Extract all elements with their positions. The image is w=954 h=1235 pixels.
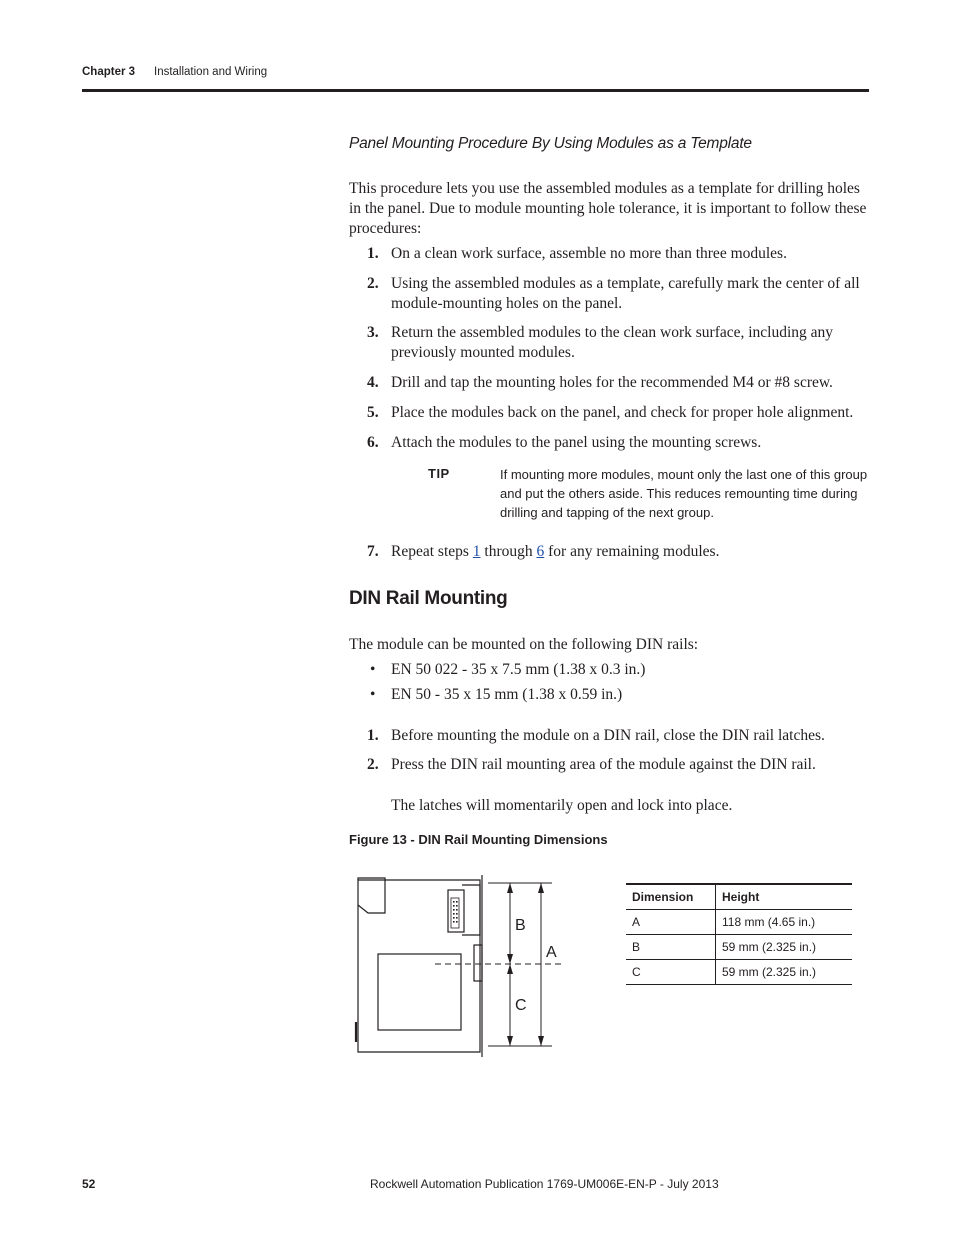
tip-text: If mounting more modules, mount only the last one of this group and put the others aside. This reduces remounting time during drilling and tapping of the next group. bbox=[500, 467, 868, 520]
step-number: 2. bbox=[367, 756, 379, 773]
step-number: 7. bbox=[367, 543, 379, 560]
list-item bbox=[367, 542, 877, 562]
arrow-a-bottom bbox=[538, 1036, 544, 1046]
table-cell: 59 mm (2.325 in.) bbox=[716, 960, 853, 985]
step-text-part: through bbox=[480, 543, 537, 560]
bullet-text: EN 50 022 - 35 x 7.5 mm (1.38 x 0.3 in.) bbox=[391, 661, 646, 678]
arrow-b-top bbox=[507, 883, 513, 893]
list-item bbox=[367, 726, 877, 746]
pin-dots bbox=[453, 901, 458, 923]
header-rule bbox=[82, 89, 869, 92]
step-text: Return the assembled modules to the clean work surface, including any previously mounted modules. bbox=[391, 324, 834, 361]
bullet-item bbox=[370, 685, 622, 705]
subheading: Panel Mounting Procedure By Using Modules as a Template bbox=[349, 135, 752, 152]
bullet-dot-icon: • bbox=[370, 686, 376, 703]
step-text: Place the modules back on the panel, and check for proper hole alignment. bbox=[391, 404, 854, 421]
module-outline bbox=[358, 880, 480, 1052]
intro-paragraph: This procedure lets you use the assembled modules as a template for drilling holes in the panel. Due to module mounting hole tolerance, it is important to follow these procedures: bbox=[349, 180, 867, 237]
section-title: Installation and Wiring bbox=[154, 66, 268, 78]
step-result bbox=[367, 796, 877, 816]
table-row bbox=[626, 935, 852, 960]
label-b: B bbox=[515, 917, 526, 934]
step-6-link[interactable]: 6 bbox=[536, 543, 545, 560]
table-cell: 59 mm (2.325 in.) bbox=[716, 935, 853, 960]
din-latch bbox=[474, 945, 482, 981]
page-number: 52 bbox=[82, 1177, 96, 1191]
chapter-label: Chapter 3 bbox=[82, 66, 136, 78]
bullet-text: EN 50 - 35 x 15 mm (1.38 x 0.59 in.) bbox=[391, 686, 623, 703]
step-number: 1. bbox=[367, 727, 379, 744]
table-cell: B bbox=[626, 935, 716, 960]
list-item bbox=[367, 373, 877, 393]
step-text bbox=[391, 542, 877, 562]
label-a: A bbox=[546, 944, 557, 961]
din-intro: The module can be mounted on the following DIN rails: bbox=[349, 636, 699, 653]
column-header: Dimension bbox=[626, 884, 716, 910]
step-number: 2. bbox=[367, 275, 379, 292]
arrow-a-top bbox=[538, 883, 544, 893]
list-item bbox=[367, 433, 877, 453]
table-header-row bbox=[626, 884, 852, 910]
step-text: Before mounting the module on a DIN rail, close the DIN rail latches. bbox=[391, 727, 825, 744]
step-text-part: for any remaining modules. bbox=[544, 543, 720, 560]
page-header bbox=[82, 66, 268, 78]
step-number: 5. bbox=[367, 404, 379, 421]
step-number: 1. bbox=[367, 245, 379, 262]
table-cell: 118 mm (4.65 in.) bbox=[716, 910, 853, 935]
din-rail-diagram bbox=[350, 870, 570, 1060]
column-header: Height bbox=[716, 884, 853, 910]
list-item bbox=[367, 274, 877, 314]
label-c: C bbox=[515, 997, 527, 1014]
step-text: Attach the modules to the panel using the mounting screws. bbox=[391, 434, 762, 451]
figure-caption: Figure 13 - DIN Rail Mounting Dimensions bbox=[349, 832, 608, 847]
step-text-part: Repeat steps bbox=[391, 543, 473, 560]
tip-label: TIP bbox=[428, 466, 450, 481]
publication-info: Rockwell Automation Publication 1769-UM006E-EN-P - July 2013 bbox=[370, 1177, 719, 1191]
table-row bbox=[626, 910, 852, 935]
label-area bbox=[378, 954, 461, 1030]
list-item bbox=[367, 323, 877, 363]
list-item bbox=[367, 403, 877, 423]
arrow-c-top bbox=[507, 964, 513, 974]
module-notch bbox=[358, 878, 385, 913]
bullet-item bbox=[370, 660, 645, 680]
step-number: 6. bbox=[367, 434, 379, 451]
step-number: 4. bbox=[367, 374, 379, 391]
table-cell: A bbox=[626, 910, 716, 935]
step-text: Drill and tap the mounting holes for the recommended M4 or #8 screw. bbox=[391, 374, 833, 391]
arrow-c-bottom bbox=[507, 1036, 513, 1046]
step-text: On a clean work surface, assemble no more than three modules. bbox=[391, 245, 787, 262]
connector-pins bbox=[451, 898, 459, 928]
connector-block bbox=[448, 890, 464, 932]
list-item bbox=[367, 755, 877, 775]
result-text: The latches will momentarily open and lock into place. bbox=[391, 797, 733, 814]
front-panel bbox=[462, 885, 480, 935]
bullet-dot-icon: • bbox=[370, 661, 376, 678]
section-heading: DIN Rail Mounting bbox=[349, 588, 508, 609]
table-cell: C bbox=[626, 960, 716, 985]
list-item bbox=[367, 244, 877, 264]
step-1-link[interactable]: 1 bbox=[472, 543, 481, 560]
table-row bbox=[626, 960, 852, 985]
step-text: Using the assembled modules as a template, carefully mark the center of all module-mounting holes on the panel. bbox=[391, 275, 860, 312]
step-number: 3. bbox=[367, 324, 379, 341]
arrow-b-bottom bbox=[507, 954, 513, 964]
step-text: Press the DIN rail mounting area of the module against the DIN rail. bbox=[391, 756, 816, 773]
dimension-table bbox=[626, 883, 852, 985]
